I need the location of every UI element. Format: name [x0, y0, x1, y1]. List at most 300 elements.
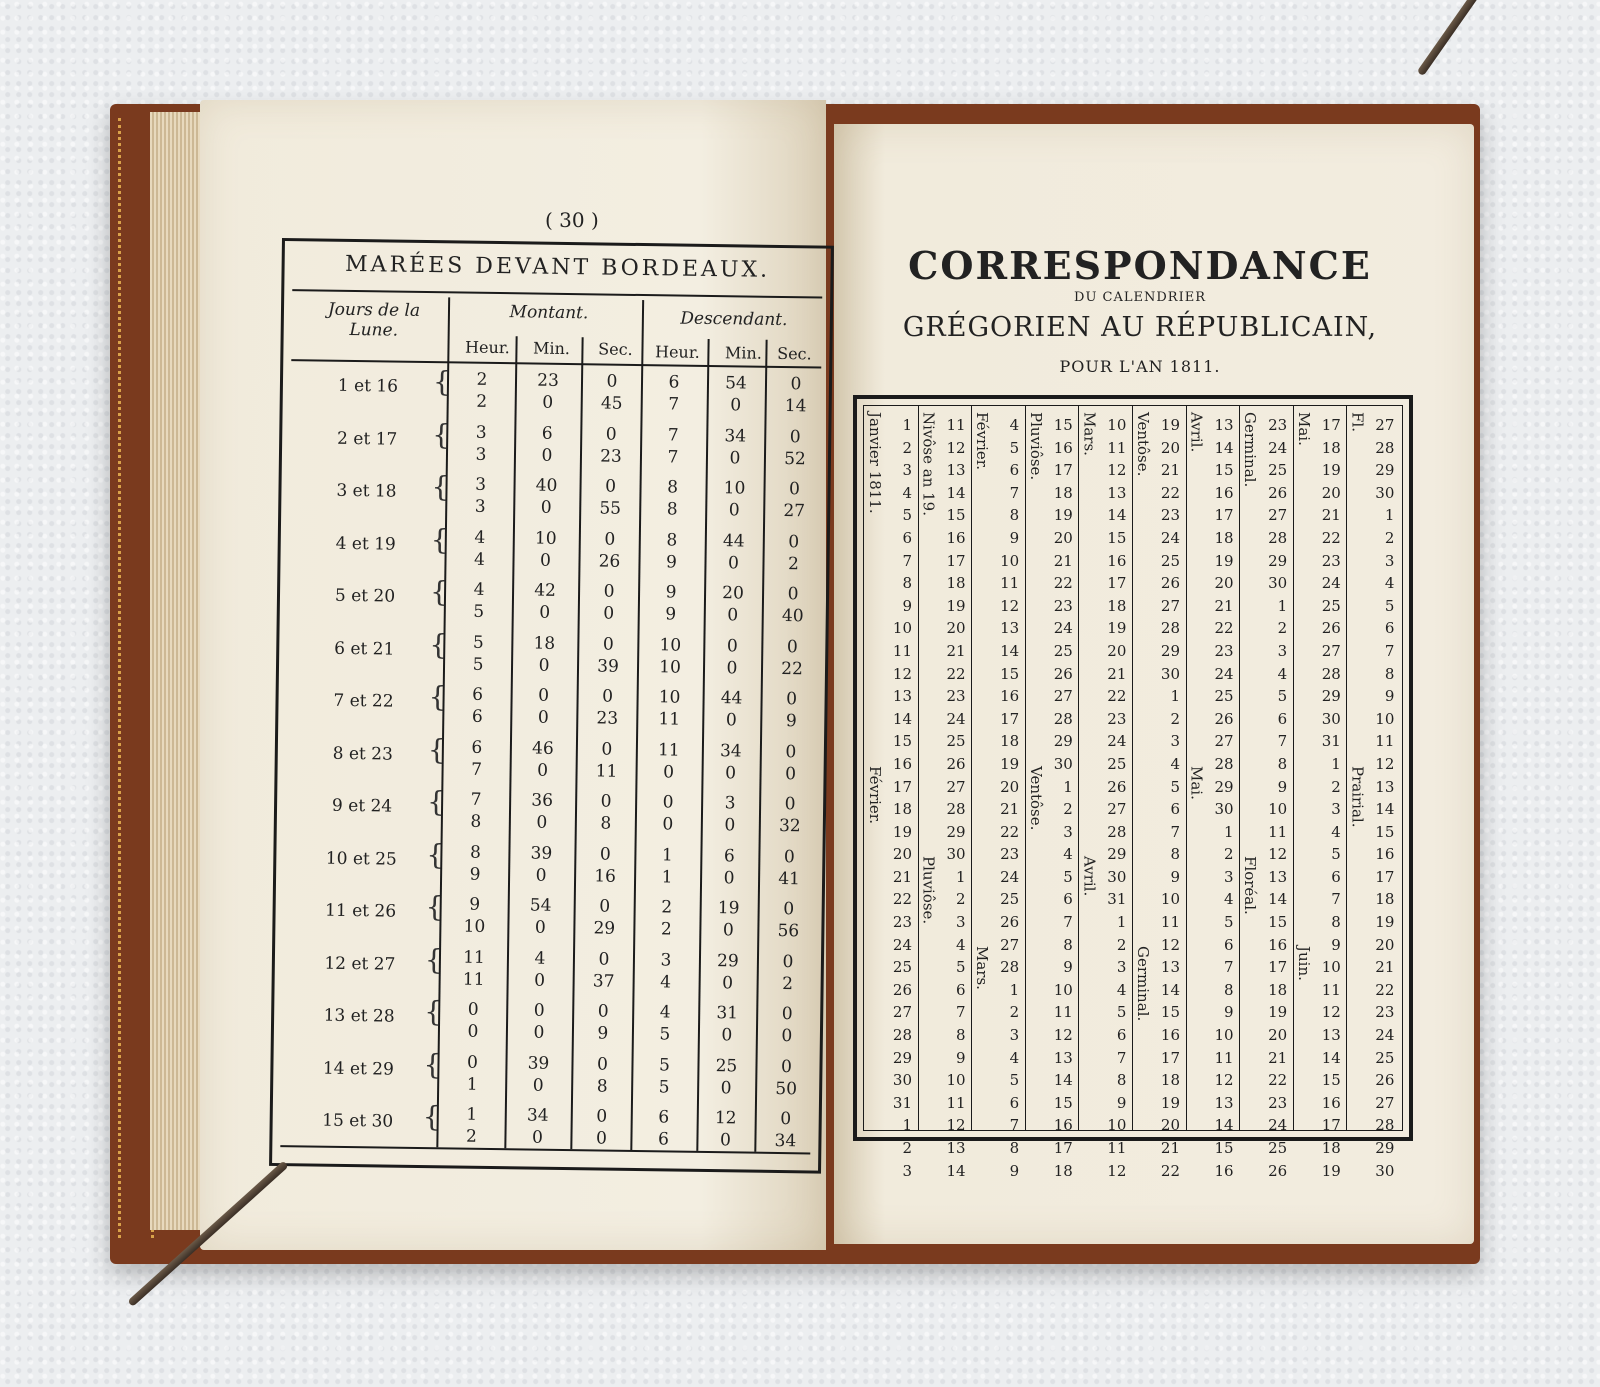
tide-cell: 11: [463, 947, 485, 968]
tide-cell: 0: [534, 917, 546, 938]
day-number: 26: [1160, 574, 1180, 593]
tide-cell: 8: [666, 529, 678, 551]
tide-cell: 8: [666, 499, 678, 520]
day-number: 21: [1160, 1139, 1180, 1157]
tide-cell: 0: [788, 479, 801, 500]
day-number: 1: [1384, 506, 1395, 525]
month-label: Germinal.: [1241, 412, 1260, 488]
rule: [292, 289, 822, 298]
table-row: [282, 417, 829, 482]
tide-cell: 5: [472, 654, 484, 675]
tide-cell: 10: [723, 478, 746, 499]
month-label: Mars.: [973, 946, 992, 990]
day-number: 2: [1224, 845, 1234, 864]
day-number: 9: [1224, 1003, 1234, 1022]
day-number: 11: [1321, 980, 1341, 999]
day-number: 4: [1170, 754, 1180, 773]
day-number: 27: [1107, 800, 1127, 819]
day-number: 13: [1160, 958, 1180, 977]
day-number: 14: [1375, 800, 1395, 819]
day-number: 24: [1160, 528, 1180, 547]
day-number: 28: [1321, 664, 1341, 683]
day-number: 27: [946, 777, 966, 796]
day-number: 23: [1160, 506, 1180, 525]
tide-cell: 4: [659, 1002, 671, 1023]
tide-cell: 1: [661, 844, 673, 866]
day-number: 4: [1116, 980, 1127, 999]
day-column: [888, 414, 912, 1182]
tide-cell: 0: [783, 846, 795, 867]
table-row: [276, 839, 823, 901]
moon-days: 6 et 21: [334, 638, 395, 660]
day-number: 29: [892, 1048, 912, 1067]
day-number: 6: [1277, 709, 1288, 728]
day-number: 24: [1214, 664, 1234, 683]
day-number: 12: [1160, 935, 1180, 954]
tide-cell: 34: [774, 1130, 797, 1152]
day-number: 15: [1268, 913, 1288, 932]
tide-cell: 8: [666, 477, 679, 498]
day-number: 18: [1321, 438, 1341, 457]
day-number: 17: [1053, 461, 1073, 480]
brace: {: [427, 732, 446, 766]
tide-cell: 0: [602, 686, 614, 707]
day-number: 5: [1384, 596, 1395, 615]
day-number: 9: [1116, 1093, 1127, 1112]
column-rule: [1078, 406, 1079, 1130]
day-number: 3: [1224, 867, 1234, 886]
day-number: 29: [1375, 461, 1395, 480]
tide-cell: 11: [658, 709, 681, 730]
tide-cell: 0: [662, 814, 674, 835]
day-number: 21: [1053, 551, 1073, 570]
day-number: 10: [1214, 1026, 1234, 1045]
day-number: 5: [956, 958, 966, 977]
table-row: [275, 892, 822, 954]
day-number: 1: [902, 1116, 912, 1135]
day-number: 18: [1000, 732, 1020, 751]
day-number: 15: [946, 506, 966, 525]
day-number: 6: [1063, 890, 1073, 909]
tide-cell: 0: [541, 445, 553, 466]
tide-cell: 22: [781, 658, 803, 679]
column-rule: [1132, 406, 1133, 1130]
tide-cell: 54: [529, 895, 552, 916]
tide-cell: 2: [660, 919, 672, 940]
day-number: 10: [946, 1071, 966, 1090]
day-number: 6: [1331, 867, 1341, 886]
day-number: 11: [1107, 1139, 1127, 1157]
day-number: 17: [1375, 867, 1395, 886]
day-number: 25: [1214, 687, 1234, 706]
day-number: 17: [1107, 574, 1127, 593]
table-row: [278, 682, 825, 744]
day-number: 7: [1116, 1048, 1127, 1067]
day-number: 16: [1107, 551, 1127, 570]
tide-cell: 0: [595, 1128, 608, 1149]
day-number: 22: [1053, 574, 1073, 593]
tide-cell: 3: [475, 422, 487, 443]
brace: {: [426, 785, 446, 819]
day-number: 24: [1375, 1026, 1395, 1045]
tide-cell: 5: [472, 632, 484, 653]
day-number: 20: [946, 619, 966, 638]
day-number: 18: [892, 800, 912, 819]
day-number: 17: [1268, 958, 1288, 977]
moon-days: 4 et 19: [335, 533, 396, 555]
tide-cell: 0: [532, 1075, 544, 1096]
day-number: 14: [946, 483, 966, 502]
moon-days: 7 et 22: [333, 690, 394, 712]
day-number: 22: [1160, 1161, 1180, 1180]
day-number: 21: [1214, 596, 1234, 615]
tide-cell: 0: [605, 424, 617, 445]
table-row: [279, 627, 826, 692]
day-number: 31: [1321, 732, 1341, 751]
day-number: 19: [1000, 754, 1020, 773]
day-number: 24: [1268, 438, 1288, 457]
tide-cell: 0: [789, 426, 801, 447]
tide-cell: 44: [720, 688, 743, 709]
day-number: 18: [1160, 1071, 1180, 1090]
day-number: 30: [1160, 664, 1180, 683]
day-number: 24: [1107, 732, 1127, 751]
day-number: 8: [1384, 664, 1395, 683]
brace: {: [431, 470, 450, 504]
day-number: 8: [1116, 1071, 1127, 1090]
day-number: 7: [1009, 1116, 1020, 1135]
day-number: 15: [1107, 528, 1127, 547]
day-number: 8: [1063, 935, 1073, 954]
day-number: 9: [1063, 958, 1073, 977]
day-number: 2: [1116, 935, 1127, 954]
day-number: 8: [1224, 980, 1234, 999]
tide-cell: 55: [599, 498, 622, 519]
day-number: 7: [1063, 913, 1073, 932]
tide-cell: 39: [527, 1053, 550, 1074]
tide-cell: 5: [658, 1076, 670, 1097]
day-number: 17: [946, 551, 966, 570]
subtitle: DU CALENDRIER: [1074, 290, 1206, 305]
day-number: 30: [1053, 754, 1073, 773]
day-number: 3: [1063, 822, 1073, 841]
day-number: 28: [892, 1026, 912, 1045]
day-number: 2: [1063, 800, 1073, 819]
day-number: 28: [1375, 1116, 1395, 1135]
brace: {: [425, 890, 444, 924]
day-number: 9: [1277, 777, 1288, 796]
tide-cell: 4: [473, 549, 486, 570]
day-number: 23: [1375, 1003, 1395, 1022]
tide-cell: 56: [777, 920, 800, 942]
day-number: 27: [1268, 506, 1288, 525]
day-number: 20: [1375, 935, 1395, 954]
day-number: 1: [956, 867, 966, 886]
day-number: 21: [946, 641, 966, 660]
day-number: 15: [1053, 1093, 1073, 1112]
tide-cell: 4: [534, 948, 546, 969]
day-number: 20: [1214, 574, 1234, 593]
tide-cell: 6: [471, 706, 483, 727]
tide-cell: 6: [471, 737, 483, 758]
day-column: [1317, 414, 1341, 1182]
tide-cell: 0: [785, 741, 797, 762]
day-number: 10: [1107, 416, 1127, 434]
day-number: 23: [1268, 1093, 1288, 1112]
day-number: 17: [1000, 709, 1020, 728]
day-number: 11: [946, 1093, 966, 1112]
day-number: 23: [1107, 709, 1127, 728]
tide-cell: 25: [715, 1055, 738, 1076]
day-number: 1: [1331, 754, 1341, 773]
moon-days: 8 et 23: [332, 743, 394, 765]
day-number: 28: [1107, 822, 1127, 841]
day-number: 3: [1331, 800, 1341, 819]
moon-days: 10 et 25: [325, 848, 397, 870]
table-row: [272, 1102, 819, 1164]
tide-cell: 9: [785, 711, 797, 732]
day-number: 13: [1053, 1048, 1073, 1067]
tide-cell: 2: [476, 391, 488, 412]
day-number: 23: [1268, 416, 1288, 434]
day-number: 18: [946, 574, 966, 593]
tide-cell: 54: [725, 373, 747, 394]
tide-cell: 0: [466, 1052, 479, 1073]
tide-cell: 0: [596, 1106, 608, 1127]
tide-cell: 5: [473, 601, 485, 622]
day-number: 2: [902, 438, 912, 457]
day-number: 27: [1214, 732, 1234, 751]
day-number: 29: [1107, 845, 1127, 864]
tide-cell: 9: [597, 1023, 609, 1044]
tide-cell: 0: [600, 791, 612, 812]
tide-cell: 0: [540, 497, 552, 518]
brace: {: [429, 575, 449, 609]
day-number: 11: [1214, 1048, 1234, 1067]
day-number: 12: [1321, 1003, 1341, 1022]
day-number: 26: [1268, 1161, 1288, 1180]
tide-cell: 42: [534, 580, 557, 601]
brace: {: [422, 1100, 441, 1134]
day-number: 16: [1160, 1026, 1180, 1045]
tide-cell: 6: [472, 684, 484, 705]
day-number: 3: [1116, 958, 1127, 977]
day-number: 12: [1268, 845, 1288, 864]
day-number: 3: [1384, 551, 1395, 570]
day-number: 24: [892, 935, 912, 954]
month-label: Juin.: [1294, 946, 1313, 981]
day-number: 1: [1116, 913, 1127, 932]
month-label: Prairial.: [1348, 766, 1367, 828]
day-number: 12: [892, 664, 912, 683]
day-number: 8: [1009, 1139, 1020, 1157]
tide-cell: 8: [470, 811, 482, 832]
day-number: 26: [1268, 483, 1288, 502]
day-number: 31: [892, 1093, 912, 1112]
day-number: 14: [946, 1161, 966, 1180]
tide-cell: 8: [469, 842, 481, 863]
day-number: 23: [1053, 596, 1073, 615]
day-number: 14: [1160, 980, 1180, 999]
tide-cell: 18: [533, 633, 556, 654]
day-number: 24: [1268, 1116, 1288, 1135]
day-number: 22: [946, 664, 966, 683]
brace: {: [426, 837, 445, 871]
day-number: 15: [1214, 1139, 1234, 1157]
day-number: 12: [1375, 754, 1395, 773]
day-number: 12: [1053, 1026, 1073, 1045]
day-number: 18: [1375, 890, 1395, 909]
day-number: 25: [1375, 1048, 1395, 1067]
day-number: 25: [1321, 596, 1341, 615]
day-number: 18: [1053, 483, 1073, 502]
day-number: 16: [1375, 845, 1395, 864]
tide-cell: 31: [716, 1003, 739, 1024]
day-column: [1210, 414, 1234, 1182]
day-number: 30: [1268, 574, 1288, 593]
day-number: 22: [1160, 483, 1180, 502]
tide-cell: 0: [722, 972, 734, 993]
day-column: [1370, 414, 1394, 1182]
tide-cell: 0: [729, 447, 741, 468]
column-rule: [1025, 406, 1026, 1130]
tide-cell: 0: [603, 603, 615, 624]
tide-cell: 29: [716, 950, 739, 971]
day-number: 25: [1000, 890, 1020, 909]
tide-cell: 0: [537, 707, 549, 728]
tide-cell: 0: [781, 1004, 793, 1025]
tide-cell: 9: [469, 864, 481, 885]
tide-cell: 19: [717, 898, 740, 919]
month-label: Floréal.: [1241, 856, 1260, 915]
day-number: 14: [1000, 641, 1020, 660]
day-number: 5: [1009, 1071, 1020, 1090]
month-label: Ventôse.: [1134, 412, 1152, 477]
tide-cell: 1: [661, 866, 673, 888]
day-number: 16: [1268, 935, 1288, 954]
header-falling: Descendant.: [680, 308, 788, 331]
day-number: 27: [1053, 687, 1073, 706]
header-hour: Heur.: [465, 337, 510, 358]
tide-cell: 45: [600, 393, 623, 414]
day-number: 20: [1268, 1026, 1288, 1045]
tide-cell: 0: [785, 763, 797, 784]
day-number: 2: [1170, 709, 1180, 728]
tide-cell: 32: [778, 815, 801, 837]
day-number: 29: [946, 822, 966, 841]
day-number: 25: [1107, 754, 1127, 773]
day-number: 1: [902, 416, 912, 434]
page-number: ( 30 ): [545, 208, 599, 232]
day-number: 19: [1321, 461, 1341, 480]
moon-days: 9 et 24: [331, 795, 393, 817]
table-row: [282, 367, 829, 429]
day-number: 28: [1214, 754, 1234, 773]
day-number: 19: [1321, 1161, 1341, 1180]
day-number: 30: [1375, 1161, 1395, 1180]
tide-cell: 0: [531, 1127, 544, 1148]
tide-cell: 2: [465, 1126, 478, 1147]
tide-cell: 0: [606, 371, 618, 392]
tide-cell: 11: [595, 760, 618, 782]
tide-cell: 0: [726, 635, 738, 656]
day-number: 19: [1268, 1003, 1288, 1022]
day-number: 15: [1000, 664, 1020, 683]
day-number: 30: [1107, 867, 1127, 886]
day-number: 30: [1321, 709, 1341, 728]
day-number: 16: [1053, 1116, 1073, 1135]
tide-cell: 3: [475, 474, 487, 495]
brace: {: [432, 365, 452, 399]
day-number: 16: [1214, 1161, 1234, 1180]
moon-days: 1 et 16: [337, 375, 399, 397]
day-number: 9: [1331, 935, 1341, 954]
day-number: 7: [1331, 890, 1341, 909]
tide-cell: 0: [787, 584, 799, 605]
day-number: 8: [902, 574, 912, 593]
day-number: 9: [1384, 687, 1395, 706]
tide-cell: 0: [727, 605, 739, 626]
tide-cell: 2: [476, 369, 488, 390]
tide-cell: 0: [722, 920, 734, 941]
tide-cell: 8: [596, 1075, 608, 1097]
column-rule: [918, 406, 919, 1130]
day-number: 12: [946, 1116, 966, 1135]
day-number: 8: [1277, 754, 1288, 773]
day-number: 8: [1331, 913, 1341, 932]
day-number: 21: [892, 867, 912, 886]
month-label: Pluviôse.: [919, 856, 938, 925]
header-sec: Sec.: [598, 339, 633, 359]
tide-cell: 0: [604, 529, 616, 550]
tide-cell: 12: [714, 1108, 737, 1129]
day-number: 3: [956, 913, 966, 932]
brace: {: [432, 417, 451, 451]
column-rule: [1239, 406, 1240, 1130]
day-number: 29: [1321, 687, 1341, 706]
day-number: 3: [902, 461, 912, 480]
tide-cell: 10: [658, 687, 681, 708]
day-column: [1102, 414, 1126, 1182]
day-number: 7: [902, 551, 912, 570]
tide-cell: 37: [592, 970, 615, 992]
day-number: 15: [1214, 461, 1234, 480]
tide-cell: 52: [784, 448, 806, 469]
day-number: 23: [1321, 551, 1341, 570]
table-row: [281, 472, 828, 534]
day-number: 1: [1224, 822, 1234, 841]
month-label: Fl.: [1348, 412, 1367, 432]
day-number: 23: [892, 913, 912, 932]
tide-cell: 0: [597, 1001, 609, 1022]
month-label: Pluviôse.: [1026, 412, 1045, 481]
day-number: 8: [1170, 845, 1180, 864]
tide-cell: 0: [602, 634, 614, 655]
day-number: 11: [1107, 438, 1127, 457]
tide-cell: 29: [593, 918, 616, 939]
tide-cell: 4: [474, 527, 486, 548]
tide-cell: 0: [724, 815, 736, 836]
day-number: 25: [946, 732, 966, 751]
tide-cell: 0: [542, 392, 554, 413]
tide-cell: 2: [661, 897, 673, 918]
tide-cell: 9: [665, 604, 677, 625]
brace: {: [430, 522, 449, 556]
day-number: 24: [946, 709, 966, 728]
brace: {: [423, 1047, 442, 1081]
column-rule: [971, 406, 972, 1130]
tide-cell: 0: [599, 844, 611, 865]
